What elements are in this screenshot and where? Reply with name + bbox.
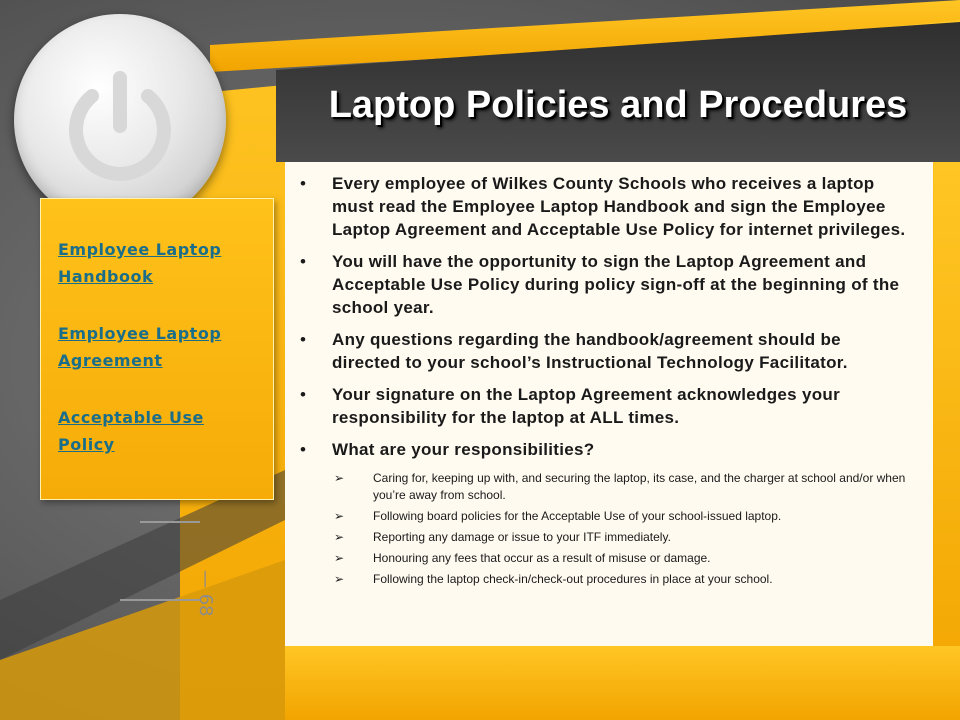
arrow-bullet-icon: ➢ [334,572,345,586]
link-acceptable-use-policy[interactable]: Acceptable Use Policy [58,408,204,454]
content-body [292,172,912,592]
bottom-yellow-edge [285,646,960,720]
bullet-text: Every employee of Wilkes County Schools who receives a laptop must read the Employee Laptop Handbook and sign the Employee Laptop Agreement and Acceptable Use Policy for internet privileges. [332,174,906,239]
bullet-item [292,250,912,319]
arrow-bullet-icon: ➢ [334,471,345,485]
link-list [58,236,258,458]
bullet-text: Any questions regarding the handbook/agreement should be directed to your school’s Instructional Technology Facilitator. [332,330,848,372]
sub-bullet-item [332,470,912,504]
page-title: Laptop Policies and Procedures [328,84,908,126]
bullet-text: Your signature on the Laptop Agreement acknowledges your responsibility for the laptop at ALL times. [332,385,840,427]
sub-bullet-text: Caring for, keeping up with, and securing the laptop, its case, and the charger at school and/or when you’re away from school. [373,471,906,502]
sub-bullet-list [292,470,912,588]
bullet-glyph: • [300,385,307,404]
bullet-glyph: • [300,440,307,459]
link-employee-laptop-handbook[interactable]: Employee Laptop Handbook [58,240,222,286]
sub-bullet-text: Honouring any fees that occur as a result of misuse or damage. [373,551,711,565]
right-yellow-edge [934,162,960,720]
sub-bullet-item [332,571,912,588]
arrow-bullet-icon: ➢ [334,530,345,544]
bullet-text: What are your responsibilities? [332,440,595,459]
bullet-glyph: • [300,174,307,193]
bullet-text: You will have the opportunity to sign the Laptop Agreement and Acceptable Use Policy during policy sign-off at the beginning of the school year. [332,252,900,317]
link-employee-laptop-agreement[interactable]: Employee Laptop Agreement [58,324,222,370]
power-icon [14,14,226,226]
bullet-item [292,172,912,241]
bullet-item [292,438,912,461]
bullet-item [292,328,912,374]
bullet-item [292,383,912,429]
sub-bullet-text: Following board policies for the Acceptable Use of your school-issued laptop. [373,509,782,523]
bullet-list [292,172,912,461]
sub-bullet-item [332,529,912,546]
power-button-graphic [14,14,226,226]
bullet-glyph: • [300,252,307,271]
sub-bullet-item [332,550,912,567]
decorative-text: — 68 [195,570,216,617]
sub-bullet-item [332,508,912,525]
sub-bullet-text: Reporting any damage or issue to your ITF immediately. [373,530,671,544]
arrow-bullet-icon: ➢ [334,551,345,565]
arrow-bullet-icon: ➢ [334,509,345,523]
sub-bullet-text: Following the laptop check-in/check-out procedures in place at your school. [373,572,773,586]
bullet-glyph: • [300,330,307,349]
